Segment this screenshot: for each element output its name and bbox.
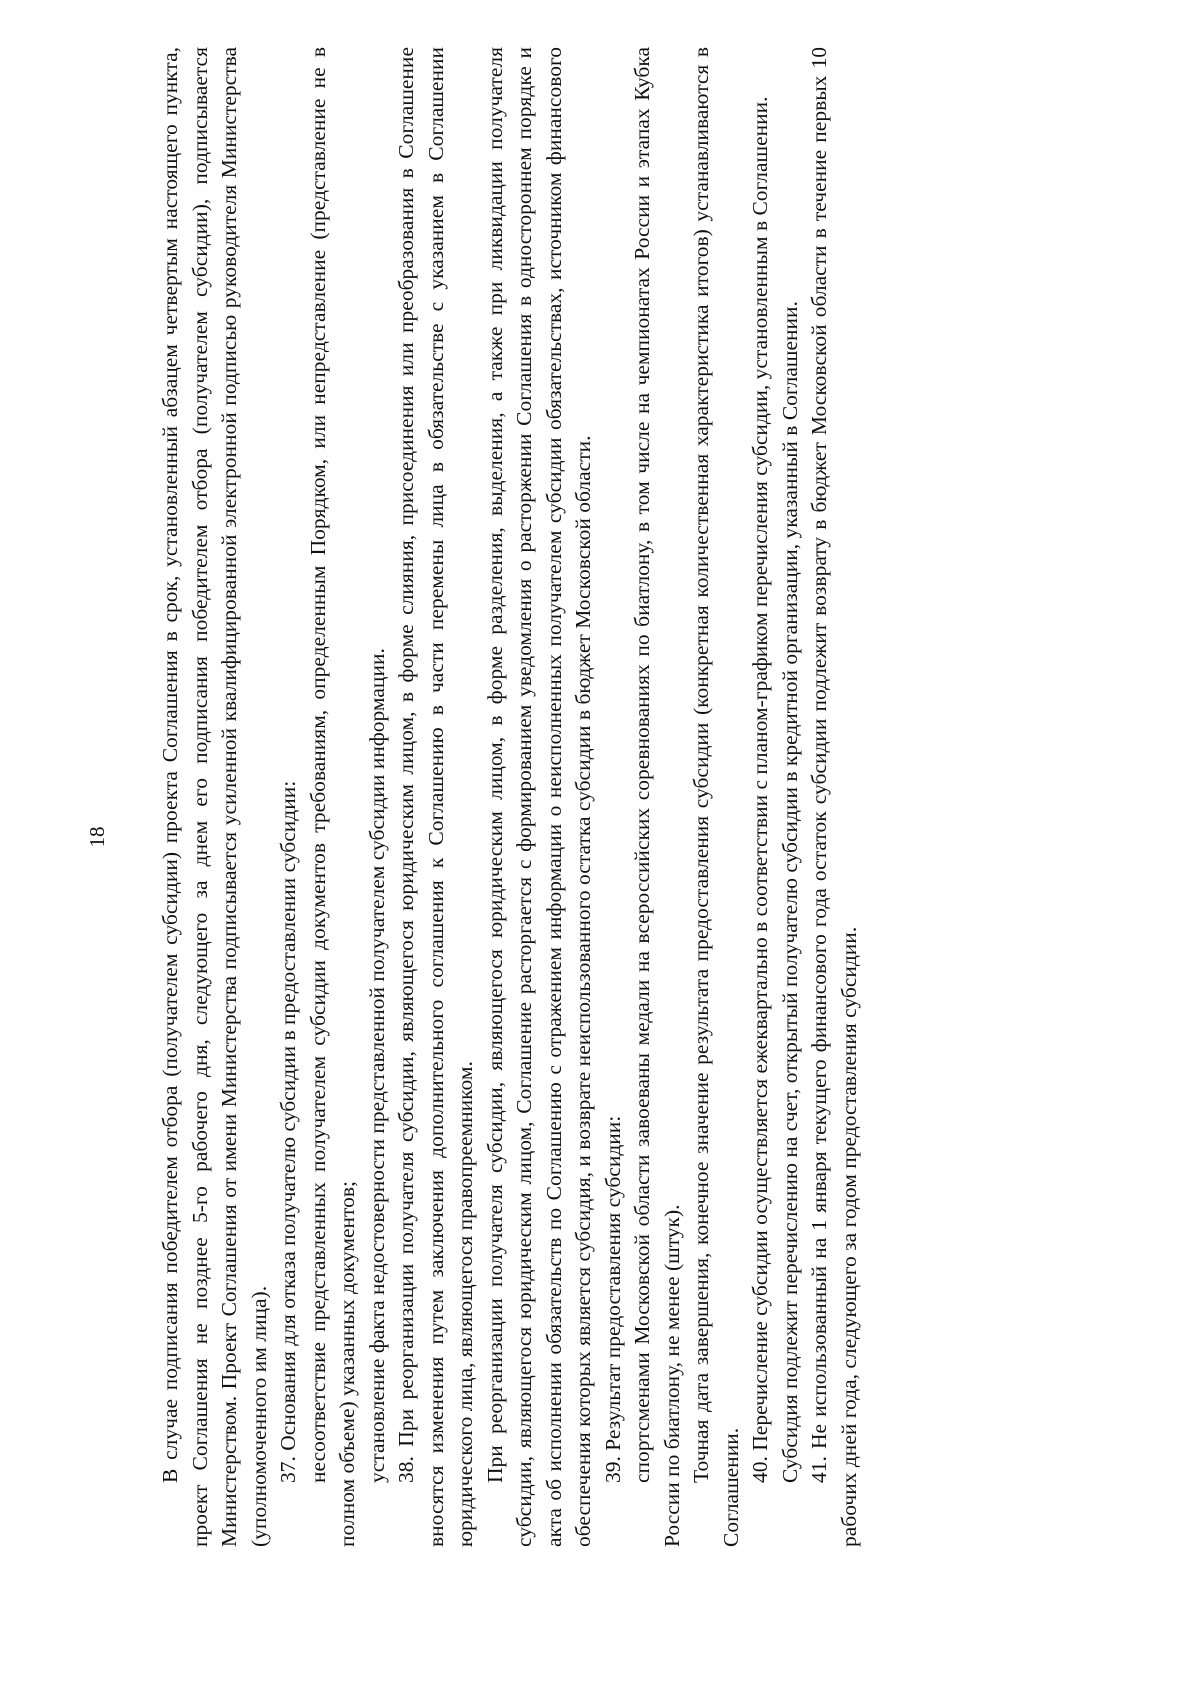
paragraph-37-refusal-grounds: 37. Основания для отказа получателю субсидии в предоставлении субсидии: <box>276 780 300 1483</box>
paragraph-41-unused-balance: 41. Не использованный на 1 января текущего финансового года остаток субсидии подлежит возврату в бюджет Московской области в течение первых 10 рабочих дней года, следующего за годом предоставления субсидии. <box>807 47 861 1547</box>
paragraph-documents-mismatch: несоответствие представленных получателем субсидии документов требованиям, определенным Порядком, или непредставление (представление не в полном объеме) указанных документов; <box>305 47 359 1547</box>
document-body <box>156 47 864 1547</box>
paragraph-39-result: 39. Результат предоставления субсидии: <box>600 1115 625 1483</box>
page-number: 18 <box>85 826 109 848</box>
paragraph-completion-date: Точная дата завершения, конечное значение результата предоставления субсидии (конкретная количественная характеристика итогов) устанавливаются в Соглашении. <box>689 47 743 1547</box>
paragraph-38-reorganization: 38. При реорганизации получателя субсидии, являющегося юридическим лицом, в форме слияния, присоединения или преобразования в Соглашение вносятся изменения путем заключения дополнительного соглашения к Соглашению в части перемены лица в обязательстве с указанием в Соглашении юридического лица, являющегося правопреемником. <box>394 47 477 1547</box>
paragraph-signing-agreement: В случае подписания победителем отбора (получателем субсидии) проекта Соглашения в срок, установленный абзацем четвертым настоящего пункта, проект Соглашения не позднее 5-го рабочего дня, следующего за днем его подписания победителем отбора (получателем субсидии), подписывается Министерством. Проект Соглашения от имени Министерства подписывается усиленной квалифицированной электронной подписью руководителя Министерства (уполномоченного им лица). <box>158 47 271 1547</box>
paragraph-false-information: установление факта недостоверности представленной получателем субсидии информации. <box>364 648 389 1483</box>
paragraph-medals: спортсменами Московской области завоеваны медали на всероссийских соревнованиях по биатлону, в том числе на чемпионатах России и этапах Кубка России по биатлону, не менее (штук). <box>630 47 684 1547</box>
paragraph-40-transfer: 40. Перечисление субсидии осуществляется ежеквартально в соответствии с планом-графиком перечисления субсидии, установленным в Соглашении. <box>748 96 772 1483</box>
paragraph-reorganization-division: При реорганизации получателя субсидии, являющегося юридическим лицом, в форме разделения, выделения, а также при ликвидации получателя субсидии, являющегося юридическим лицом, Соглашение расторгается с формированием уведомления о расторжении Соглашения в одностороннем порядке и акта об исполнении обязательств по Соглашению с отражением информации о неисполненных получателем субсидии обязательствах, источником финансового обеспечения которых является субсидия, и возврате неиспользованного остатка субсидии в бюджет Московской области. <box>482 47 595 1547</box>
paragraph-account-transfer: Субсидия подлежит перечислению на счет, открытый получателю субсидии в кредитной организации, указанный в Соглашении. <box>777 301 802 1483</box>
